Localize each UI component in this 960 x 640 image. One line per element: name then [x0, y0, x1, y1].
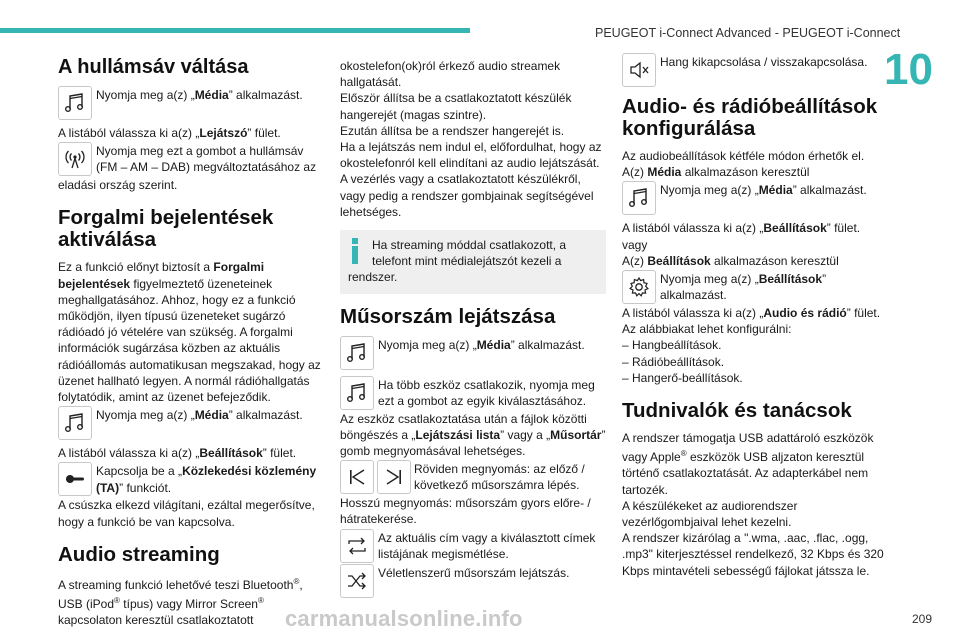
instruction-row: Nyomja meg a(z) „Média” alkalmazást. [340, 336, 606, 370]
mute-icon [622, 53, 656, 87]
instruction-row: Ha több eszköz csatlakozik, nyomja meg ezt a gombot az egyik kiválasztásához. [340, 376, 606, 410]
paragraph: Ez a funkció előnyt biztosít a Forgalmi bejelentések figyelmeztető üzeneteinek meghallgatásához. Ahhoz, hogy ez a funkció működjön, ilyen típusú üzeneteket sugárzó rádióadó jó vételére van szükség. A forgalmi információk sugárzása közben az aktuális rádióállomás automatikusan megszakad, hogy az üzenet hallható legyen. A normál rádióhallgatás folytatódik, amint az üzenet befejeződik. [58, 260, 321, 405]
info-icon [352, 238, 358, 264]
paragraph: eladási ország szerint. [58, 178, 178, 193]
instruction-row: Röviden megnyomás: az előző / következő műsorszámra lépés. [340, 460, 606, 494]
instruction-row: Nyomja meg a(z) „Média” alkalmazást. [622, 181, 887, 215]
repeat-icon [340, 529, 374, 563]
list-item: – Hangbeállítások. [622, 338, 722, 353]
music-note-icon [622, 181, 656, 215]
paragraph: Először állítsa be a csatlakoztatott készülék hangerejét (magas szintre). [340, 91, 572, 122]
paragraph: A listából válassza ki a(z) „Beállítások” fület. [58, 446, 297, 461]
watermark: carmanualsonline.info [285, 606, 523, 631]
paragraph: Az eszköz csatlakoztatása után a fájlok közötti böngészés a „Lejátszási lista” vagy a „Műsortár” gomb megnyomásával lehetséges. [340, 411, 606, 459]
chapter-number: 10 [884, 45, 933, 94]
instruction-row: Nyomja meg ezt a gombot a hullámsáv (FM – AM – DAB) megváltoztatásához az [58, 142, 326, 176]
instruction-row: Nyomja meg a(z) „Beállítások” alkalmazást. [622, 270, 887, 304]
paragraph: Ha a lejátszás nem indul el, előfordulhat, hogy az okostelefonról kell elindítani az audio lejátszását. [340, 140, 602, 171]
paragraph: A készülékeket az audiorendszer vezérlőgombjaival lehet kezelni. [622, 498, 798, 530]
instruction-row: Nyomja meg a(z) „Média” alkalmazást. [58, 86, 326, 120]
instruction-row: Véletlenszerű műsorszám lejátszás. [340, 564, 606, 598]
list-item: – Hangerő-beállítások. [622, 370, 743, 385]
next-track-icon [377, 460, 411, 494]
toggle-switch-icon [58, 462, 92, 496]
page-number: 209 [912, 612, 933, 626]
heading-traffic: Forgalmi bejelentések aktiválása [58, 206, 274, 252]
music-note-icon [340, 336, 374, 370]
heading-audio-streaming: Audio streaming [58, 542, 220, 566]
paragraph: A rendszer kizárólag a ".wma, .aac, .flac, .ogg, .mp3" kiterjesztéssel rendelkező, 32 Kbps és 320 Kbps mintavételi sebességű fájlokat játssza le. [622, 531, 884, 578]
paragraph: A listából válassza ki a(z) „Audio és rádió” fület. [622, 306, 881, 321]
paragraph: Az alábbiakat lehet konfigurálni: [622, 322, 792, 337]
column-left [58, 52, 326, 628]
heading-audio-settings: Audio- és rádióbeállítások konfigurálása [622, 95, 878, 140]
paragraph: A(z) Média alkalmazáson keresztül [622, 165, 810, 180]
header-accent-bar [0, 28, 470, 33]
paragraph: A vezérlés vagy a csatlakoztatott készülékről, vagy pedig a rendszer gombjainak segítségével lehetséges. [340, 172, 594, 219]
instruction-row: Hang kikapcsolása / visszakapcsolása. [622, 53, 887, 87]
paragraph: vagy [622, 237, 648, 252]
music-note-icon [340, 376, 374, 410]
running-header: PEUGEOT i-Connect Advanced - PEUGEOT i-Connect [595, 26, 901, 40]
paragraph: Az audiobeállítások kétféle módon érhetők el. [622, 149, 865, 163]
instruction-row: Kapcsolja be a „Közlekedési közlemény (TA)” funkciót. [58, 462, 326, 496]
music-note-icon [58, 406, 92, 440]
info-note: Ha streaming móddal csatlakozott, a telefont mint médialejátszót kezeli a rendszer. [340, 230, 606, 294]
heading-wave-change: A hullámsáv váltása [58, 56, 249, 78]
paragraph: Ezután állítsa be a rendszer hangerejét is. [340, 123, 565, 138]
gear-icon [622, 270, 656, 304]
instruction-row: Nyomja meg a(z) „Média” alkalmazást. [58, 406, 326, 440]
paragraph: A csúszka elkezd világítani, ezáltal megerősítve, hogy a funkció be van kapcsolva. [58, 498, 315, 529]
paragraph: A streaming funkció lehetővé teszi Bluetooth®, USB (iPod® típus) vagy Mirror Screen® kapcsolaton keresztül csatlakoztatott [58, 576, 303, 628]
paragraph: okostelefon(ok)ról érkező audio streamek hallgatását. [340, 59, 561, 90]
list-item: – Rádióbeállítások. [622, 354, 725, 369]
shuffle-icon [340, 564, 374, 598]
heading-tips: Tudnivalók és tanácsok [622, 399, 852, 423]
paragraph: A listából válassza ki a(z) „Lejátszó” fület. [58, 126, 281, 140]
music-note-icon [58, 86, 92, 120]
paragraph: A rendszer támogatja USB adattároló eszközök vagy Apple® eszközök USB aljzaton keresztül történő csatlakoztatását. Az adapterkábel nem tartozék. [622, 431, 874, 497]
instruction-row: Az aktuális cím vagy a kiválasztott címek listájának megismétlése. [340, 529, 606, 563]
heading-track-play: Műsorszám lejátszása [340, 304, 556, 328]
paragraph: Hosszú megnyomás: műsorszám gyors előre- / hátratekerése. [340, 496, 591, 527]
paragraph: A(z) Beállítások alkalmazáson keresztül [622, 253, 839, 268]
column-middle [340, 58, 606, 599]
paragraph: A listából válassza ki a(z) „Beállítások” fület. [622, 221, 861, 236]
column-right [622, 52, 887, 579]
radio-waves-icon [58, 142, 92, 176]
previous-track-icon [340, 460, 374, 494]
